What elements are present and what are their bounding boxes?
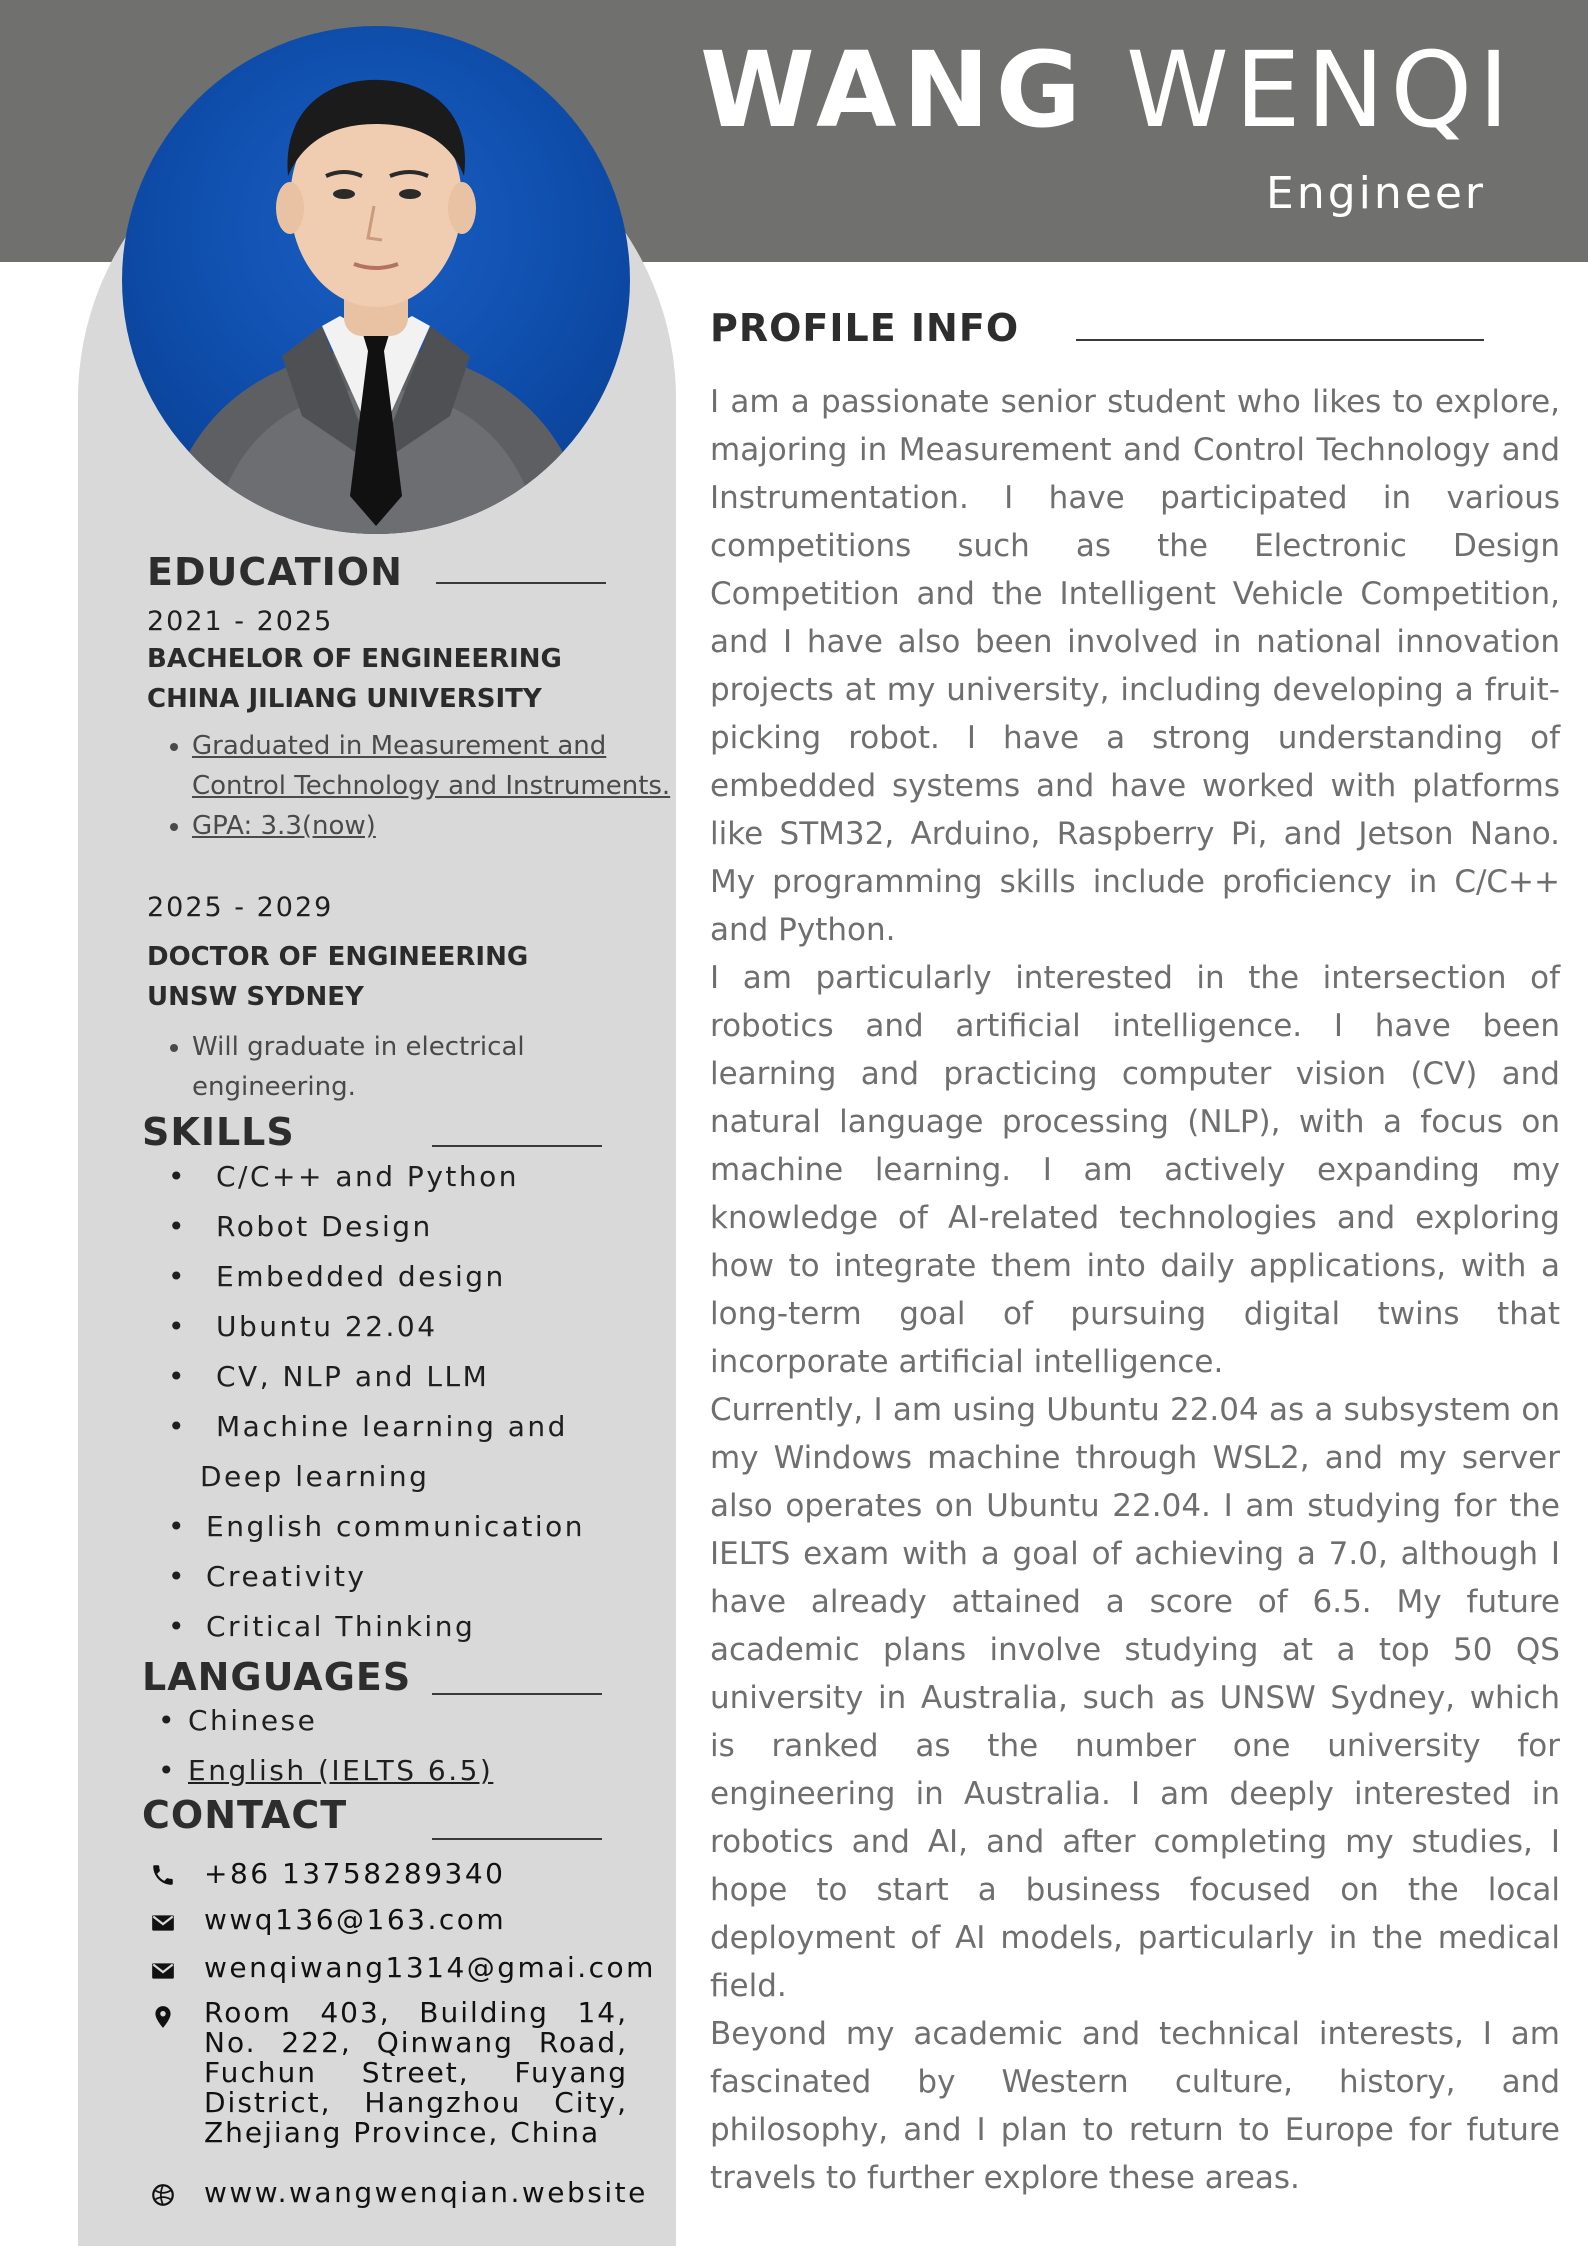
skill-text: Robot Design	[216, 1210, 433, 1243]
language-item: • English (IELTS 6.5)	[158, 1754, 494, 1787]
skill-item: • Ubuntu 22.04	[168, 1310, 438, 1343]
education-dates: 2025 - 2029	[147, 892, 334, 923]
skill-text: Critical Thinking	[206, 1610, 476, 1643]
education-section-title: EDUCATION	[147, 550, 403, 594]
contact-phone: +86 13758289340	[204, 1857, 506, 1890]
education-degree: DOCTOR OF ENGINEERING	[147, 942, 529, 972]
education-bullets	[142, 1027, 652, 1107]
education-bullet	[192, 726, 692, 806]
education-title-rule	[436, 582, 606, 584]
skill-item: • Critical Thinking	[168, 1610, 476, 1643]
contact-title-rule	[432, 1838, 602, 1840]
contact-website[interactable]: www.wangwenqian.website	[204, 2176, 648, 2209]
contact-section-title: CONTACT	[142, 1793, 348, 1837]
skill-text: Ubuntu 22.04	[216, 1310, 438, 1343]
contact-email-secondary[interactable]: wenqiwang1314@gmai.com	[204, 1951, 656, 1984]
language-item: • Chinese	[158, 1704, 318, 1737]
education-bullet-text: Will graduate in electrical engineering.	[192, 1032, 525, 1102]
globe-icon	[150, 2182, 176, 2208]
profile-paragraph: I am particularly interested in the intersection of robotics and artificial intelligence. I have been learning and practicing computer vision (CV) and natural language processing (NLP), with a focus on machine learning. I am actively expanding my knowledge of AI-related technologies and exploring how to integrate them into daily applications, with a long-term goal of pursuing digital twins that incorporate artificial intelligence.	[710, 960, 1560, 1380]
full-name	[700, 29, 1515, 151]
mail-icon	[150, 1958, 176, 1984]
education-bullet	[192, 1027, 652, 1107]
skill-text: English communication	[206, 1510, 586, 1543]
portrait-illustration	[122, 26, 630, 534]
profile-section-title: PROFILE INFO	[710, 306, 1020, 350]
profile-paragraph: I am a passionate senior student who likes to explore, majoring in Measurement and Control Technology and Instrumentation. I have participated in various competitions such as the Electronic Design Competition and the Intelligent Vehicle Competition, and I have also been involved in national innovation projects at my university, including developing a fruit-picking robot. I have a strong understanding of embedded systems and have worked with platforms like STM32, Arduino, Raspberry Pi, and Jetson Nano. My programming skills include proficiency in C/C++ and Python.	[710, 384, 1560, 948]
last-name: WENQI	[1126, 29, 1515, 151]
languages-title-rule	[432, 1693, 602, 1695]
profile-body	[710, 378, 1560, 2202]
language-text: Chinese	[188, 1704, 318, 1737]
location-pin-icon	[150, 2004, 176, 2030]
skill-text: Creativity	[206, 1560, 367, 1593]
skill-text: Embedded design	[216, 1260, 506, 1293]
profile-paragraph: Currently, I am using Ubuntu 22.04 as a subsystem on my Windows machine through WSL2, and my server also operates on Ubuntu 22.04. I am studying for the IELTS exam with a goal of achieving a 7.0, although I have already attained a score of 6.5. My future academic plans involve studying at a top 50 QS university in Australia, such as UNSW Sydney, which is ranked as the number one university for engineering in Australia. I am deeply interested in robotics and AI, and after completing my studies, I hope to start a business focused on the local deployment of AI models, particularly in the medical field.	[710, 1392, 1560, 2004]
first-name: WANG	[700, 29, 1087, 151]
skill-item: • English communication	[168, 1510, 586, 1543]
skills-title-rule	[432, 1145, 602, 1147]
contact-address: Room 403, Building 14, No. 222, Qinwang Road, Fuchun Street, Fuyang District, Hangzhou City, Zhejiang Province, China	[204, 1996, 628, 2149]
contact-email-primary[interactable]: wwq136@163.com	[204, 1903, 507, 1936]
profile-title-rule	[1076, 339, 1484, 341]
education-bullet-text: Graduated in Measurement and Control Technology and Instruments.	[192, 731, 671, 801]
education-school: CHINA JILIANG UNIVERSITY	[147, 684, 542, 714]
language-text: English (IELTS 6.5)	[188, 1754, 494, 1787]
education-bullet	[192, 806, 692, 846]
education-school: UNSW SYDNEY	[147, 982, 364, 1012]
profile-paragraph: Beyond my academic and technical interests, I am fascinated by Western culture, history, and philosophy, and I plan to return to Europe for future travels to further explore these areas.	[710, 2016, 1560, 2196]
education-bullet-text: GPA: 3.3(now)	[192, 811, 376, 841]
skills-section-title: SKILLS	[142, 1110, 295, 1154]
skill-text: CV, NLP and LLM	[216, 1360, 490, 1393]
skill-item-continuation: Deep learning	[200, 1460, 430, 1493]
languages-section-title: LANGUAGES	[142, 1655, 412, 1699]
skill-text: Machine learning and	[216, 1410, 568, 1443]
skill-item: • C/C++ and Python	[168, 1160, 519, 1193]
skill-item: • Embedded design	[168, 1260, 506, 1293]
skill-item: • Creativity	[168, 1560, 367, 1593]
skill-item: • Robot Design	[168, 1210, 433, 1243]
skill-item: • CV, NLP and LLM	[168, 1360, 490, 1393]
education-dates: 2021 - 2025	[147, 606, 334, 637]
skill-text: C/C++ and Python	[216, 1160, 519, 1193]
education-degree: BACHELOR OF ENGINEERING	[147, 644, 562, 674]
profile-photo	[122, 26, 630, 534]
job-title: Engineer	[1266, 168, 1486, 219]
education-bullets	[142, 726, 692, 846]
phone-icon	[150, 1862, 176, 1888]
skill-item: • Machine learning and	[168, 1410, 568, 1443]
mail-icon	[150, 1910, 176, 1936]
